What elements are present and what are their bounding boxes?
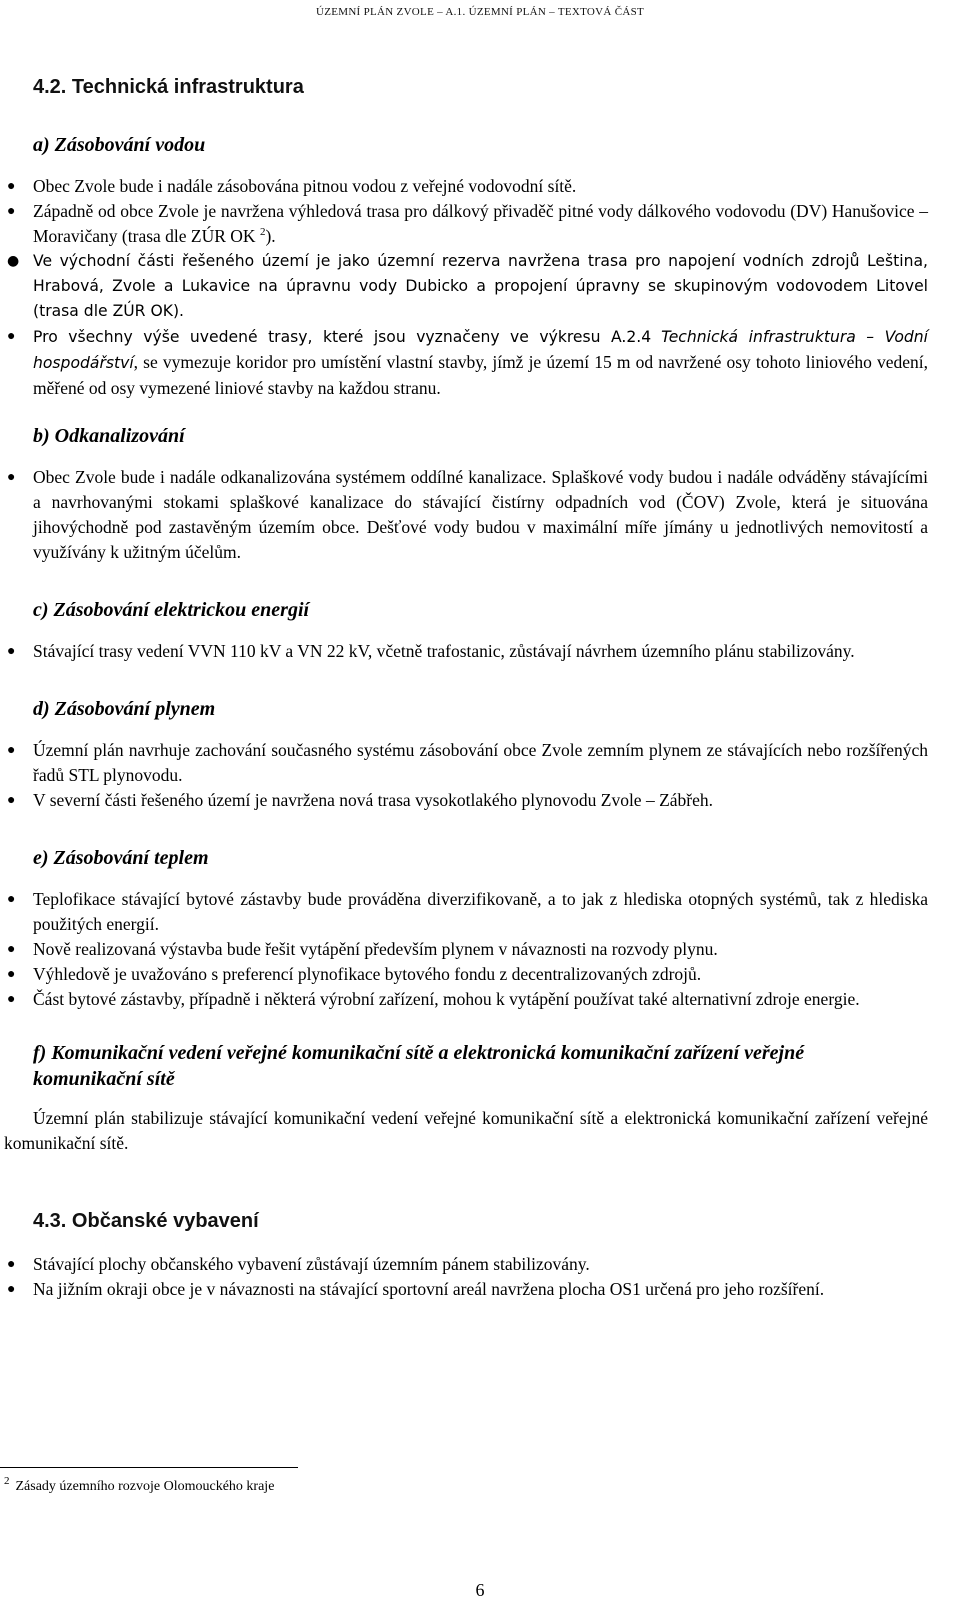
list-item: ● Obec Zvole bude i nadále odkanalizována systémem oddílné kanalizace. Splaškové vody budou i nadále odváděny stávajícími a navrhovanými stokami splaškové kanalizace do stávající čistírny odpadních vod (ČOV) Zvole, která je situována jihovýchodně pod zastavěným územím obce. Dešťové vody budou v maximální míře jímány u jednotlivých nemovitostí a využívány k užitným účelům.	[7, 467, 928, 562]
list-item: ● Západně od obce Zvole je navržena výhledová trasa pro dálkový přivaděč pitné vody dálkového vodovodu (DV) Hanušovice – Moravičany (trasa dle ZÚR OK $^2$).	[7, 201, 928, 246]
list-item: ● Pro všechny výše uvedené trasy, které jsou vyznačeny ve výkresu A.2.4 Technická infrastruktura – Vodní hospodářství, se vymezuje koridor pro umístění vlastní stavby, jímž je území 15 m od navržené osy tohoto liniového vedení, měřené od osy vymezené liniové stavby na každou stranu.	[33, 324, 928, 401]
section-4-3-list	[7, 1252, 928, 1302]
subsection-a-heading: a) Zásobování vodou	[33, 134, 206, 156]
list-item: ● Výhledově je uvažováno s preferencí plynofikace bytového fondu z decentralizovaných zdrojů.	[33, 962, 928, 987]
list-item: ● Obec Zvole bude i nadále zásobována pitnou vodou z veřejné vodovodní sítě.	[33, 174, 928, 199]
subsection-b-list	[7, 465, 928, 565]
bullet-icon: ●	[7, 329, 16, 344]
subsection-c-list	[7, 639, 928, 664]
footnote-mark: 2	[4, 1475, 10, 1488]
footnote-text: Zásady územního rozvoje Olomouckého kraje	[15, 1479, 275, 1494]
subsection-d-list	[7, 738, 928, 813]
subsection-e-list	[7, 887, 928, 1012]
bullet-icon: ●	[7, 942, 16, 957]
footnote	[4, 1475, 275, 1496]
list-item: ● Ve východní části řešeného území je jako územní rezerva navržena trasa pro napojení vodních zdrojů Leština, Hrabová, Zvole a Lukavice na úpravnu vody Dubicko a propojení úpravny se skupinovým vodovodem Litovel (trasa dle ZÚR OK).	[33, 249, 928, 324]
page-content	[4, 74, 928, 1302]
bullet-icon: ●	[7, 253, 20, 269]
section-4-2-title: 4.2. Technická infrastruktura	[33, 76, 304, 98]
list-item: ● Teplofikace stávající bytové zástavby bude prováděna diverzifikovaně, a to jak z hlediska otopných systémů, tak z hlediska použitých energií.	[7, 889, 928, 934]
bullet-icon: ●	[7, 967, 16, 982]
bullet-icon: ●	[7, 992, 16, 1007]
list-item: ● Na jižním okraji obce je v návaznosti na stávající sportovní areál navržena plocha OS1 určená pro jeho rozšíření.	[33, 1277, 928, 1302]
subsection-e-heading: e) Zásobování teplem	[33, 847, 209, 869]
subsection-b-heading: b) Odkanalizování	[33, 425, 185, 447]
bullet-icon: ●	[7, 743, 16, 758]
subsection-d-heading: d) Zásobování plynem	[33, 698, 216, 720]
footnote-reference: 2	[259, 226, 266, 239]
list-item: ● Stávající trasy vedení VVN 110 kV a VN 22 kV, včetně trafostanic, zůstávají návrhem územního plánu stabilizovány.	[33, 639, 928, 664]
subsection-f-paragraph: Územní plán stabilizuje stávající komunikační vedení veřejné komunikační sítě a elektronická komunikační zařízení veřejné komunikační sítě.	[4, 1108, 928, 1153]
page-number: 6	[475, 1580, 485, 1600]
bullet-icon: ●	[7, 644, 16, 659]
bullet-icon: ●	[7, 470, 16, 485]
running-header: ÚZEMNÍ PLÁN ZVOLE – A.1. ÚZEMNÍ PLÁN – TEXTOVÁ ČÁST	[315, 6, 645, 18]
bullet-icon: ●	[7, 179, 16, 194]
bullet-icon: ●	[7, 1282, 16, 1297]
footnote-divider	[0, 1467, 298, 1468]
list-item: ● V severní části řešeného území je navržena nová trasa vysokotlakého plynovodu Zvole – Zábřeh.	[33, 788, 928, 813]
list-item: ● Část bytové zástavby, případně i některá výrobní zařízení, mohou k vytápění používat také alternativní zdroje energie.	[33, 987, 928, 1012]
bullet-icon: ●	[7, 892, 16, 907]
bullet-icon: ●	[7, 793, 16, 808]
subsection-c-heading: c) Zásobování elektrickou energií	[33, 599, 310, 621]
list-item: ● Územní plán navrhuje zachování současného systému zásobování obce Zvole zemním plynem ze stávajících nebo rozšířených řadů STL plynovodu.	[7, 740, 928, 785]
list-item: ● Nově realizovaná výstavba bude řešit vytápění především plynem v návaznosti na rozvody plynu.	[33, 937, 928, 962]
section-4-3-title: 4.3. Občanské vybavení	[33, 1210, 259, 1232]
subsection-f-heading: f) Komunikační vedení veřejné komunikační sítě a elektronická komunikační zařízení veřejné komunikační sítě	[33, 1042, 805, 1090]
bullet-icon: ●	[7, 204, 16, 219]
list-item: ● Stávající plochy občanského vybavení zůstávají územním pánem stabilizovány.	[33, 1252, 928, 1277]
subsection-a-list	[7, 174, 928, 401]
bullet-icon: ●	[7, 1257, 16, 1272]
